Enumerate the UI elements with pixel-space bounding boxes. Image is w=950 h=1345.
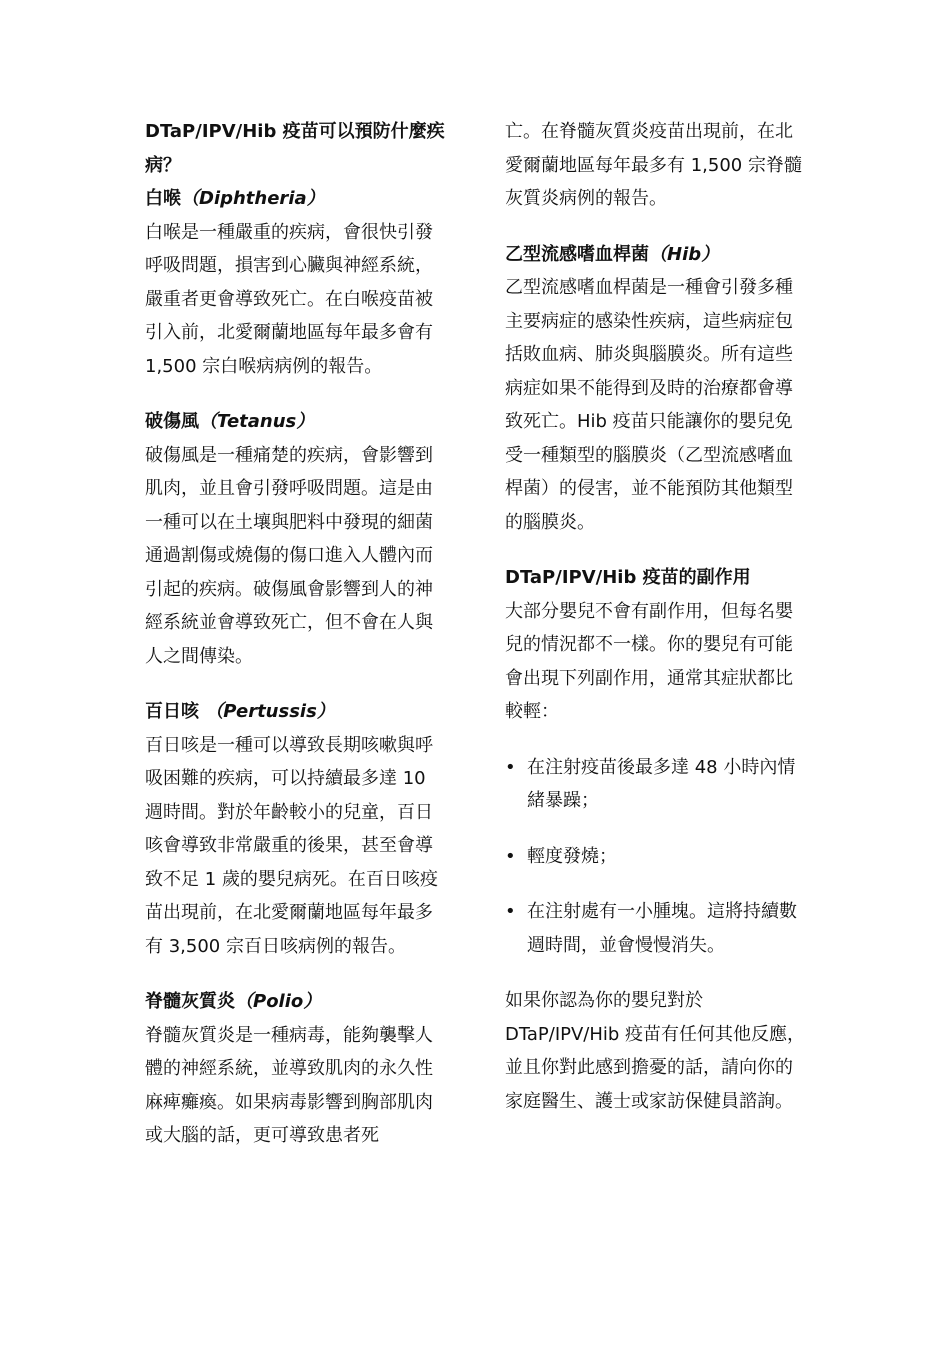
- page-title: DTaP/IPV/Hib 疫苗可以預防什麼疾病？: [145, 121, 445, 176]
- list-item: [505, 840, 810, 874]
- pertussis-heading-en: （Pertussis）: [205, 701, 335, 722]
- pertussis-heading: [145, 695, 445, 729]
- hib-heading: [505, 238, 810, 272]
- list-item: [505, 751, 810, 818]
- polio-body-continued: 亡。在脊髓灰質炎疫苗出現前，在北愛爾蘭地區每年最多有 1,500 宗脊髓灰質炎病例的報告。: [505, 121, 802, 209]
- side-effects-heading: DTaP/IPV/Hib 疫苗的副作用: [505, 567, 751, 588]
- diphtheria-heading: [145, 182, 445, 216]
- closing-advice: 如果你認為你的嬰兒對於DTaP/IPV/Hib 疫苗有任何其他反應，並且你對此感到擔憂的話，請向你的家庭醫生、護士或家訪保健員諮詢。: [505, 990, 806, 1112]
- list-item-text: 在注射疫苗後最多達 48 小時內情緒暴躁；: [527, 756, 796, 811]
- tetanus-heading: [145, 405, 445, 439]
- list-item-text: 在注射處有一小腫塊。這將持續數週時間，並會慢慢消失。: [527, 901, 797, 956]
- side-effects-list: [505, 751, 810, 963]
- side-effects-body: 大部分嬰兒不會有副作用，但每名嬰兒的情況都不一樣。你的嬰兒有可能會出現下列副作用，通常其症狀都比較輕：: [505, 600, 793, 722]
- polio-body: 脊髓灰質炎是一種病毒，能夠襲擊人體的神經系統，並導致肌肉的永久性麻痺癱瘓。如果病毒影響到胸部肌肉或大腦的話，更可導致患者死: [145, 1024, 433, 1146]
- bullet-icon: •: [505, 901, 516, 922]
- bullet-icon: •: [505, 845, 516, 867]
- tetanus-heading-zh: 破傷風: [145, 411, 199, 432]
- diphtheria-heading-en: （Diphtheria）: [181, 188, 325, 209]
- polio-heading-en: （Polio）: [235, 991, 322, 1012]
- pertussis-heading-zh: 百日咳: [145, 701, 199, 722]
- polio-heading: [145, 985, 445, 1019]
- tetanus-heading-en: （Tetanus）: [199, 411, 315, 432]
- hib-heading-zh: 乙型流感嗜血桿菌: [505, 243, 649, 265]
- list-item: [505, 895, 810, 962]
- diphtheria-body: 白喉是一種嚴重的疾病，會很快引發呼吸問題，損害到心臟與神經系統，嚴重者更會導致死亡。在白喉疫苗被引入前，北愛爾蘭地區每年最多會有 1,500 宗白喉病病例的報告。: [145, 221, 433, 377]
- bullet-icon: •: [505, 756, 516, 778]
- diphtheria-heading-zh: 白喉: [145, 188, 181, 209]
- tetanus-body: 破傷風是一種痛楚的疾病，會影響到肌肉，並且會引發呼吸問題。這是由一種可以在土壤與肥料中發現的細菌通過割傷或燒傷的傷口進入人體內而引起的疾病。破傷風會影響到人的神經系統並會導致死亡，但不會在人與人之間傳染。: [145, 444, 433, 667]
- hib-heading-en: （Hib）: [649, 243, 720, 265]
- pertussis-body: 百日咳是一種可以導致長期咳嗽與呼吸困難的疾病，可以持續最多達 10 週時間。對於年齡較小的兒童，百日咳會導致非常嚴重的後果，甚至會導致不足 1 歲的嬰兒病死。在百日咳疫苗出現前，在北愛爾蘭地區每年最多有 3,500 宗百日咳病例的報告。: [145, 734, 438, 957]
- list-item-text: 輕度發燒；: [527, 845, 617, 867]
- polio-heading-zh: 脊髓灰質炎: [145, 991, 235, 1012]
- hib-body: 乙型流感嗜血桿菌是一種會引發多種主要病症的感染性疾病，這些病症包括敗血病、肺炎與腦膜炎。所有這些病症如果不能得到及時的治療都會導致死亡。Hib 疫苗只能讓你的嬰兒免受一種類型的腦膜炎（乙型流感嗜血桿菌）的侵害，並不能預防其他類型的腦膜炎。: [505, 277, 793, 533]
- right-column: [505, 115, 810, 1118]
- left-column: [145, 115, 445, 1153]
